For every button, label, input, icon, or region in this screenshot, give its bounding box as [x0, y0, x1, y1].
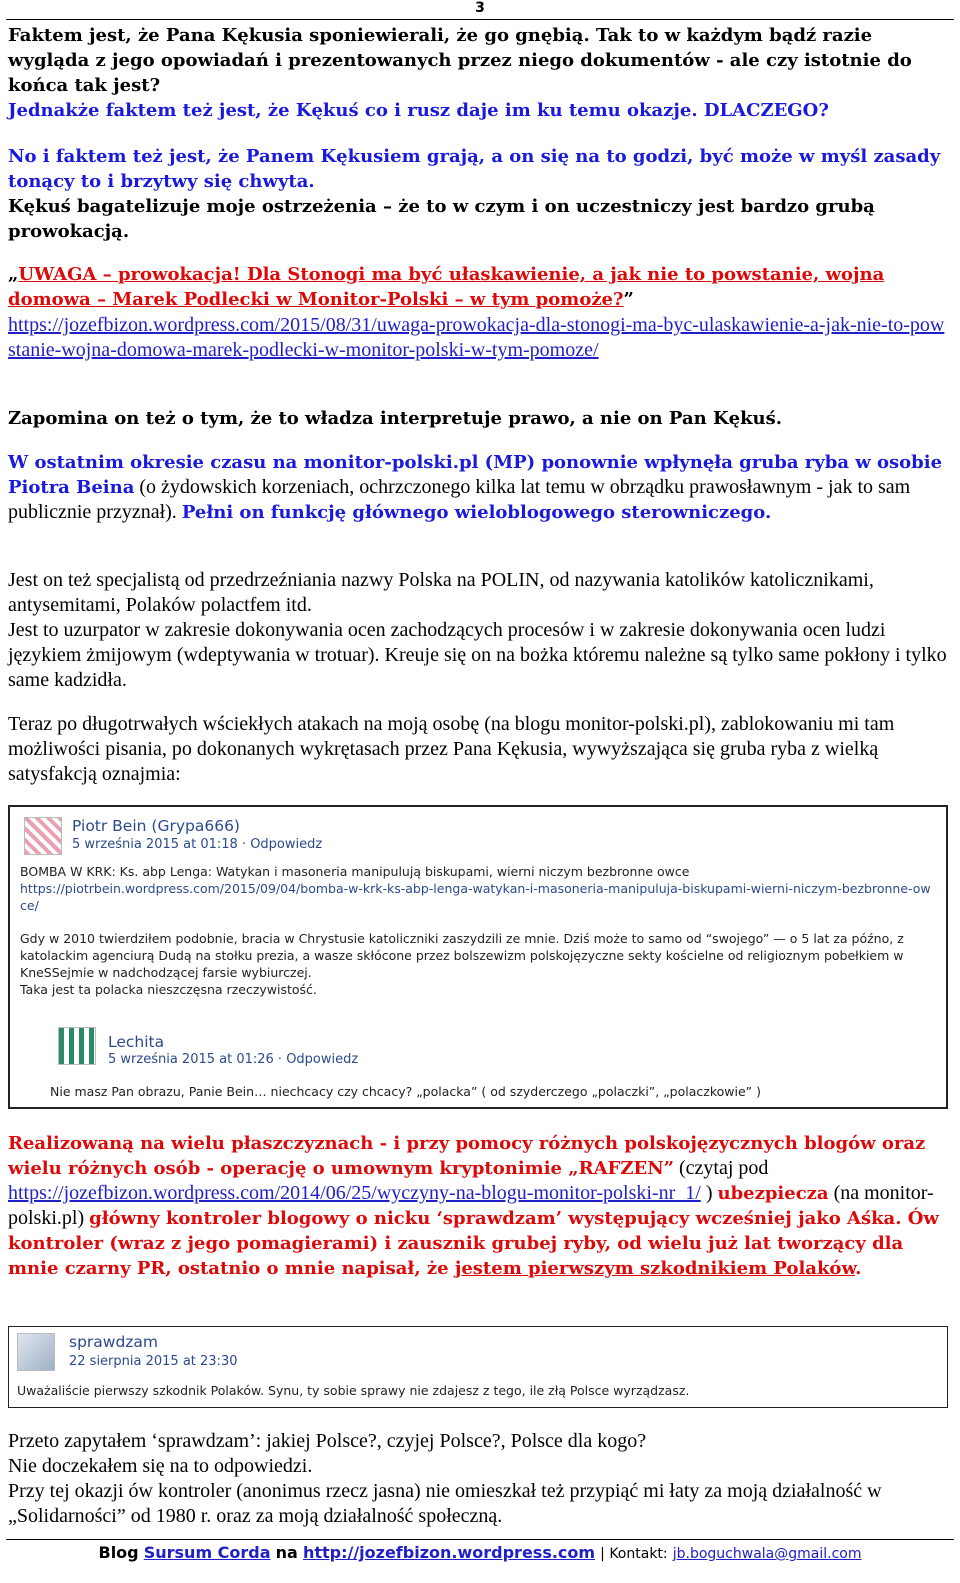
paragraph-intro: [8, 23, 952, 123]
rafzen-paren: ): [700, 1182, 718, 1204]
paragraph-authority: Zapomina on też o tym, że to władza interpretuje prawo, a nie on Pan Kękuś.: [8, 408, 783, 429]
comment-body-1-line3: Taka jest ta polacka nieszczęsna rzeczywistość.: [20, 982, 317, 997]
footer-blog: Blog: [98, 1543, 139, 1562]
comment-author-1: Piotr Bein (Grypa666): [72, 817, 240, 835]
comment-screenshot-1: [8, 805, 948, 1109]
rafzen-end: .: [855, 1258, 862, 1279]
avatar-piotr-bein: [24, 817, 62, 855]
footer-blog-name[interactable]: Sursum Corda: [143, 1543, 271, 1562]
footer-na: na: [275, 1543, 298, 1562]
comment-body-3: Uważaliście pierwszy szkodnik Polaków. Synu, ty sobie sprawy nie zdajesz z tego, ile złą Polsce wyrządzasz.: [17, 1383, 690, 1398]
footer: [0, 1543, 960, 1562]
avatar-sprawdzam: [17, 1333, 55, 1371]
paragraph-rafzen: [8, 1131, 952, 1281]
specialist-text: Jest on też specjalistą od przedrzeźniania nazwy Polska na POLIN, od nazywania katolików katolicznikami, antysemitami, Polaków polactfem itd.: [8, 569, 874, 616]
paragraph-specialist: [8, 568, 952, 693]
usurper-text: Jest to uzurpator w zakresie dokonywania ocen zachodzących procesów i w zakresie dokonywania ocen ludzi językiem żmijowym (wdeptywania w trotuar). Kreuje się on na bożka któremu należne są tylko same pokłony i tylko same kadzidła.: [8, 619, 947, 691]
comment-author-3: sprawdzam: [69, 1333, 159, 1351]
quote-close: ”: [623, 289, 634, 310]
footer-contact: | Kontakt:: [600, 1546, 668, 1562]
comment-body-2: Nie masz Pan obrazu, Panie Bein… niechcacy czy chcacy? „polacka” ( od szyderczego „polaczki”, „polaczkowie” ): [50, 1084, 761, 1099]
paragraph-intro-question: Jednakże faktem też jest, że Kękuś co i rusz daje im ku temu okazje. DLACZEGO?: [8, 100, 829, 121]
rafzen-secures: ubezpiecza: [717, 1183, 829, 1204]
paragraph-announcement: Teraz po długotrwałych wściekłych atakach na moją osobę (na blogu monitor-polski.pl), zablokowaniu mi tam możliwości pisania, po dokonanych wykrętasach przez Pana Kękusia, wywyższająca się gruba ryba z wielką satysfakcją oznajmia:: [8, 713, 895, 785]
comment-screenshot-2: [8, 1326, 948, 1408]
rafzen-claim: jestem pierwszym szkodnikiem Polaków: [454, 1258, 856, 1279]
quoted-article: [8, 262, 952, 312]
comment-date-1: 5 września 2015 at 01:18 · Odpowiedz: [72, 837, 323, 852]
footer-email[interactable]: jb.boguchwala@gmail.com: [672, 1546, 862, 1562]
no-answer-text: Nie doczekałem się na to odpowiedzi.: [8, 1455, 313, 1477]
quoted-article-link[interactable]: https://jozefbizon.wordpress.com/2015/08/31/uwaga-prowokacja-dla-stonogi-ma-byc-ulaskawienie-a-jak-nie-to-powstanie-wojna-domowa-marek-podlecki-w-monitor-polski-w-tym-pomoze/: [8, 314, 945, 361]
footer-url[interactable]: http://jozefbizon.wordpress.com: [302, 1543, 596, 1562]
comment-body-1: [20, 863, 935, 998]
page-number: 3: [475, 0, 485, 16]
rafzen-controller: główny kontroler blogowy o nicku ‘sprawdzam’ występujący wcześniej jako Aśka. Ów kontroler (wraz z jego pomagierami) i zausznik grubej ryby, od wielu już lat tworzący dla mnie czarny PR, ostatnio o mnie napisał, że: [8, 1208, 939, 1279]
big-fish-detail: (o żydowskich korzeniach, ochrzczonego kilka lat temu w obrządku prawosławnym - jak to sam publicznie przyznał).: [8, 476, 911, 523]
big-fish-intro: W ostatnim okresie czasu na monitor-polski.pl (MP) ponownie wpłynęła gruba ryba w osobie Piotra Beina: [8, 452, 943, 498]
paragraph-big-fish: [8, 450, 952, 525]
paragraph-provocation: Kękuś bagatelizuje moje ostrzeżenia – że to w czym i on uczestniczy jest bardzo grubą prowokacją.: [8, 196, 875, 242]
footer-divider: [6, 1539, 954, 1540]
paragraph-intro-text: Faktem jest, że Pana Kękusia sponiewierali, że go gnębią. Tak to w każdym bądź razie wygląda z jego opowiadań i prezentowanych przez niego dokumentów - ale czy istotnie do końca tak jest?: [8, 25, 912, 96]
comment-author-2: Lechita: [108, 1033, 165, 1051]
comment-body-1-line2: Gdy w 2010 twierdziłem podobnie, bracia w Chrystusie katoliczniki zaszydzili ze mnie. Dziś może to samo od “swojego” — o 5 lat za późno, z katolackim agenciurą Dudą na stołku prezia, a wasze skłócone przez bolszewizm polskojęzyczne sekty kościelne od religioznym pobełkiem w KneSSejmie w nadchodzącej farsie wybiurczej.: [20, 931, 904, 980]
comment-date-3: 22 sierpnia 2015 at 23:30: [69, 1354, 238, 1369]
rafzen-site: (na monitor-polski.pl): [8, 1182, 934, 1229]
quoted-article-title[interactable]: UWAGA – prowokacja! Dla Stonogi ma być ułaskawienie, a jak nie to powstanie, wojna domowa – Marek Podlecki w Monitor-Polski – w tym pomoże?: [8, 264, 885, 310]
paragraph-puppet: No i faktem też jest, że Panem Kękusiem grają, a on się na to godzi, być może w myśl zasady tonący to i brzytwy się chwyta.: [8, 146, 941, 192]
rafzen-link[interactable]: https://jozefbizon.wordpress.com/2014/06/25/wyczyny-na-blogu-monitor-polski-nr_1/: [8, 1182, 701, 1204]
header-divider: [6, 19, 954, 20]
comment-date-2: 5 września 2015 at 01:26 · Odpowiedz: [108, 1052, 359, 1067]
avatar-lechita: [58, 1027, 96, 1065]
quoted-article-link-box: [8, 313, 952, 363]
rafzen-intro: Realizowaną na wielu płaszczyznach - i przy pomocy różnych polskojęzycznych blogów oraz wielu różnych osób - operację o umownym kryptonimie „RAFZEN”: [8, 1133, 926, 1179]
comment-body-1-line1: BOMBA W KRK: Ks. abp Lenga: Watykan i masoneria manipulują biskupami, wierni niczym bezbronne owce: [20, 864, 690, 879]
solidarnosc-text: Przy tej okazji ów kontroler (anonimus rzecz jasna) nie omieszkał też przypiąć mi łaty za moją działalność w „Solidarności” od 1980 r. oraz za moją działalność społeczną.: [8, 1480, 882, 1527]
paragraph-question: [8, 1429, 952, 1529]
comment-body-1-link[interactable]: https://piotrbein.wordpress.com/2015/09/04/bomba-w-krk-ks-abp-lenga-watykan-i-masoneria-manipuluja-biskupami-wierni-niczym-bezbronne-owce/: [20, 881, 931, 913]
big-fish-role: Pełni on funkcję głównego wieloblogowego sterowniczego.: [181, 502, 772, 523]
rafzen-read: (czytaj pod: [674, 1157, 769, 1179]
question-text: Przeto zapytałem ‘sprawdzam’: jakiej Polsce?, czyjej Polsce?, Polsce dla kogo?: [8, 1430, 647, 1452]
quote-open: „: [8, 264, 19, 285]
